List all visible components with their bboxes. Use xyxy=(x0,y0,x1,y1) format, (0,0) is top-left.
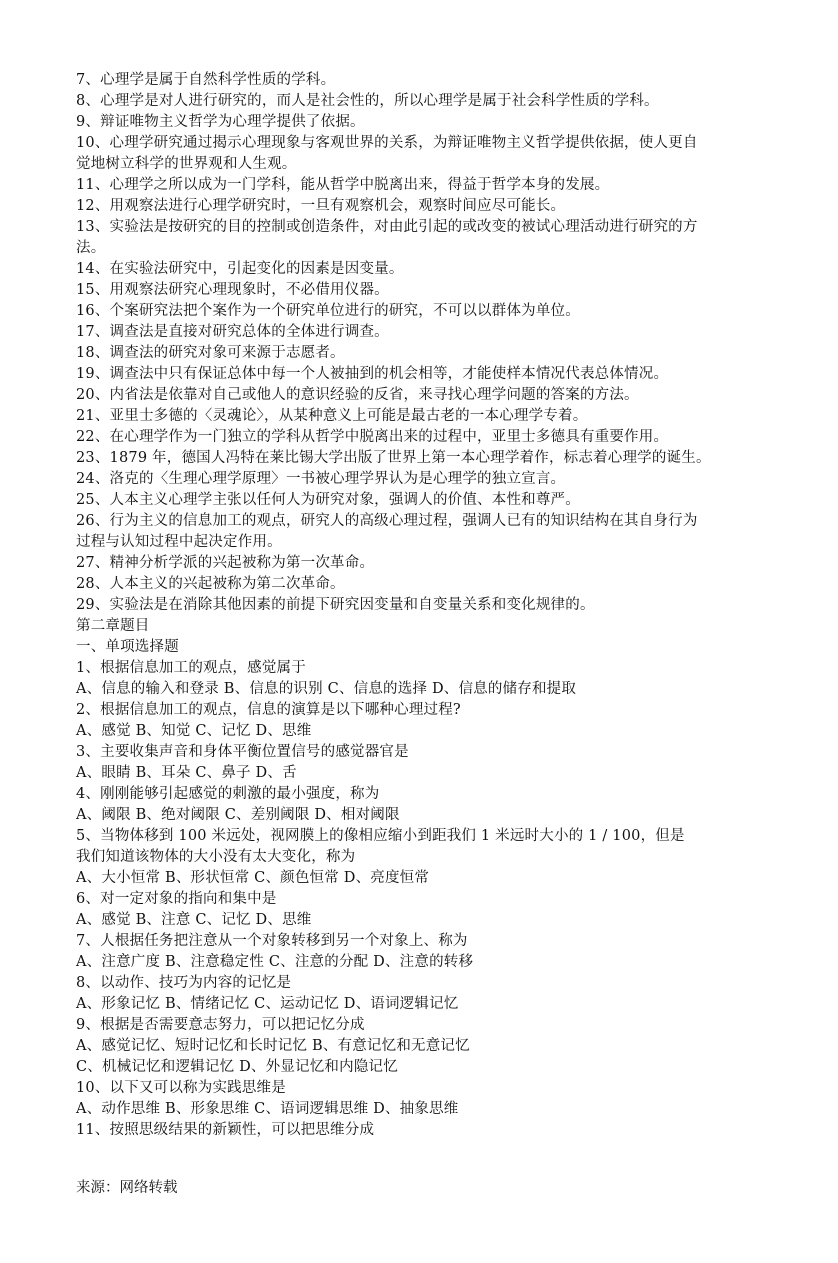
text-line: A、阈限 B、绝对阈限 C、差别阈限 D、相对阈限 xyxy=(76,807,400,823)
text-line: 2、根据信息加工的观点，信息的演算是以下哪种心理过程? xyxy=(76,702,461,718)
text-line: A、动作思维 B、形象思维 C、语词逻辑思维 D、抽象思维 xyxy=(76,1101,459,1117)
text-line: 13、实验法是按研究的目的控制或创造条件，对由此引起的或改变的被试心理活动进行研究的方 xyxy=(76,219,698,235)
text-line: 23、1879 年，德国人冯特在莱比锡大学出版了世界上第一本心理学着作，标志着心理学的诞生。 xyxy=(76,450,711,466)
text-line: 12、用观察法进行心理学研究时，一旦有观察机会，观察时间应尽可能长。 xyxy=(76,198,566,214)
text-line: 24、洛克的〈生理心理学原理〉一书被心理学界认为是心理学的独立宣言。 xyxy=(76,471,566,487)
text-line: 28、人本主义的兴起被称为第二次革命。 xyxy=(76,576,345,592)
text-line: A、感觉 B、注意 C、记忆 D、思维 xyxy=(76,912,312,928)
text-line: 3、主要收集声音和身体平衡位置信号的感觉器官是 xyxy=(76,744,409,760)
text-line: 法。 xyxy=(76,240,106,256)
text-line: 14、在实验法研究中，引起变化的因素是因变量。 xyxy=(76,261,404,277)
text-line: 17、调查法是直接对研究总体的全体进行调查。 xyxy=(76,324,389,340)
text-line: 18、调查法的研究对象可来源于志愿者。 xyxy=(76,345,345,361)
source-note: 来源：网络转载 xyxy=(76,1180,178,1196)
text-line: C、机械记忆和逻辑记忆 D、外显记忆和内隐记忆 xyxy=(76,1059,398,1075)
text-line: 21、亚里士多德的〈灵魂论〉，从某种意义上可能是最古老的一本心理学专着。 xyxy=(76,408,588,424)
text-line: 27、精神分析学派的兴起被称为第一次革命。 xyxy=(76,555,375,571)
text-line: 16、个案研究法把个案作为一个研究单位进行的研究，不可以以群体为单位。 xyxy=(76,303,580,319)
text-line: A、眼睛 B、耳朵 C、鼻子 D、舌 xyxy=(76,765,297,781)
text-line: A、形象记忆 B、情绪记忆 C、运动记忆 D、语词逻辑记忆 xyxy=(76,996,459,1012)
text-line: 11、按照思级结果的新颖性，可以把思维分成 xyxy=(76,1122,375,1138)
text-line: 5、当物体移到 100 米远处，视网膜上的像相应缩小到距我们 1 米远时大小的 1 / 100，但是 xyxy=(76,828,685,844)
text-line: 过程与认知过程中起决定作用。 xyxy=(76,534,282,550)
text-line: 我们知道该物体的大小没有太大变化，称为 xyxy=(76,849,356,865)
text-line: 10、心理学研究通过揭示心理现象与客观世界的关系，为辩证唯物主义哲学提供依据，使人更自 xyxy=(76,135,698,151)
text-line: 15、用观察法研究心理现象时，不必借用仪器。 xyxy=(76,282,389,298)
text-line: 29、实验法是在消除其他因素的前提下研究因变量和自变量关系和变化规律的。 xyxy=(76,597,595,613)
text-line: A、注意广度 B、注意稳定性 C、注意的分配 D、注意的转移 xyxy=(76,954,474,970)
text-line: 7、心理学是属于自然科学性质的学科。 xyxy=(76,72,336,88)
text-line: 9、辩证唯物主义哲学为心理学提供了依据。 xyxy=(76,114,365,130)
text-line: 4、刚刚能够引起感觉的刺激的最小强度，称为 xyxy=(76,786,380,802)
text-line: A、大小恒常 B、形状恒常 C、颜色恒常 D、亮度恒常 xyxy=(76,870,430,886)
document-body xyxy=(76,70,756,1141)
text-line: 第二章题目 xyxy=(76,618,150,634)
text-line: 7、人根据任务把注意从一个对象转移到另一个对象上、称为 xyxy=(76,933,468,949)
text-line: 10、以下又可以称为实践思维是 xyxy=(76,1080,286,1096)
text-line: 6、对一定对象的指向和集中是 xyxy=(76,891,277,907)
text-line: 8、以动作、技巧为内容的记忆是 xyxy=(76,975,292,991)
text-line: 22、在心理学作为一门独立的学科从哲学中脱离出来的过程中，亚里士多德具有重要作用。 xyxy=(76,429,669,445)
text-line: A、信息的输入和登录 B、信息的识别 C、信息的选择 D、信息的储存和提取 xyxy=(76,681,577,697)
text-line: 9、根据是否需要意志努力，可以把记忆分成 xyxy=(76,1017,365,1033)
text-line: 觉地树立科学的世界观和人生观。 xyxy=(76,156,297,172)
text-line: A、感觉记忆、短时记忆和长时记忆 B、有意记忆和无意记忆 xyxy=(76,1038,470,1054)
text-line: A、感觉 B、知觉 C、记忆 D、思维 xyxy=(76,723,312,739)
text-line: 8、心理学是对人进行研究的，而人是社会性的，所以心理学是属于社会科学性质的学科。 xyxy=(76,93,659,109)
text-line: 26、行为主义的信息加工的观点，研究人的高级心理过程，强调人已有的知识结构在其自身行为 xyxy=(76,513,698,529)
text-line: 25、人本主义心理学主张以任何人为研究对象，强调人的价值、本性和尊严。 xyxy=(76,492,580,508)
text-line: 20、内省法是依靠对自己或他人的意识经验的反省，来寻找心理学问题的答案的方法。 xyxy=(76,387,639,403)
text-line: 一、单项选择题 xyxy=(76,639,179,655)
text-line: 19、调查法中只有保证总体中每一个人被抽到的机会相等，才能使样本情况代表总体情况。 xyxy=(76,366,669,382)
text-line: 1、根据信息加工的观点，感觉属于 xyxy=(76,660,306,676)
text-line: 11、心理学之所以成为一门学科，能从哲学中脱离出来，得益于哲学本身的发展。 xyxy=(76,177,610,193)
